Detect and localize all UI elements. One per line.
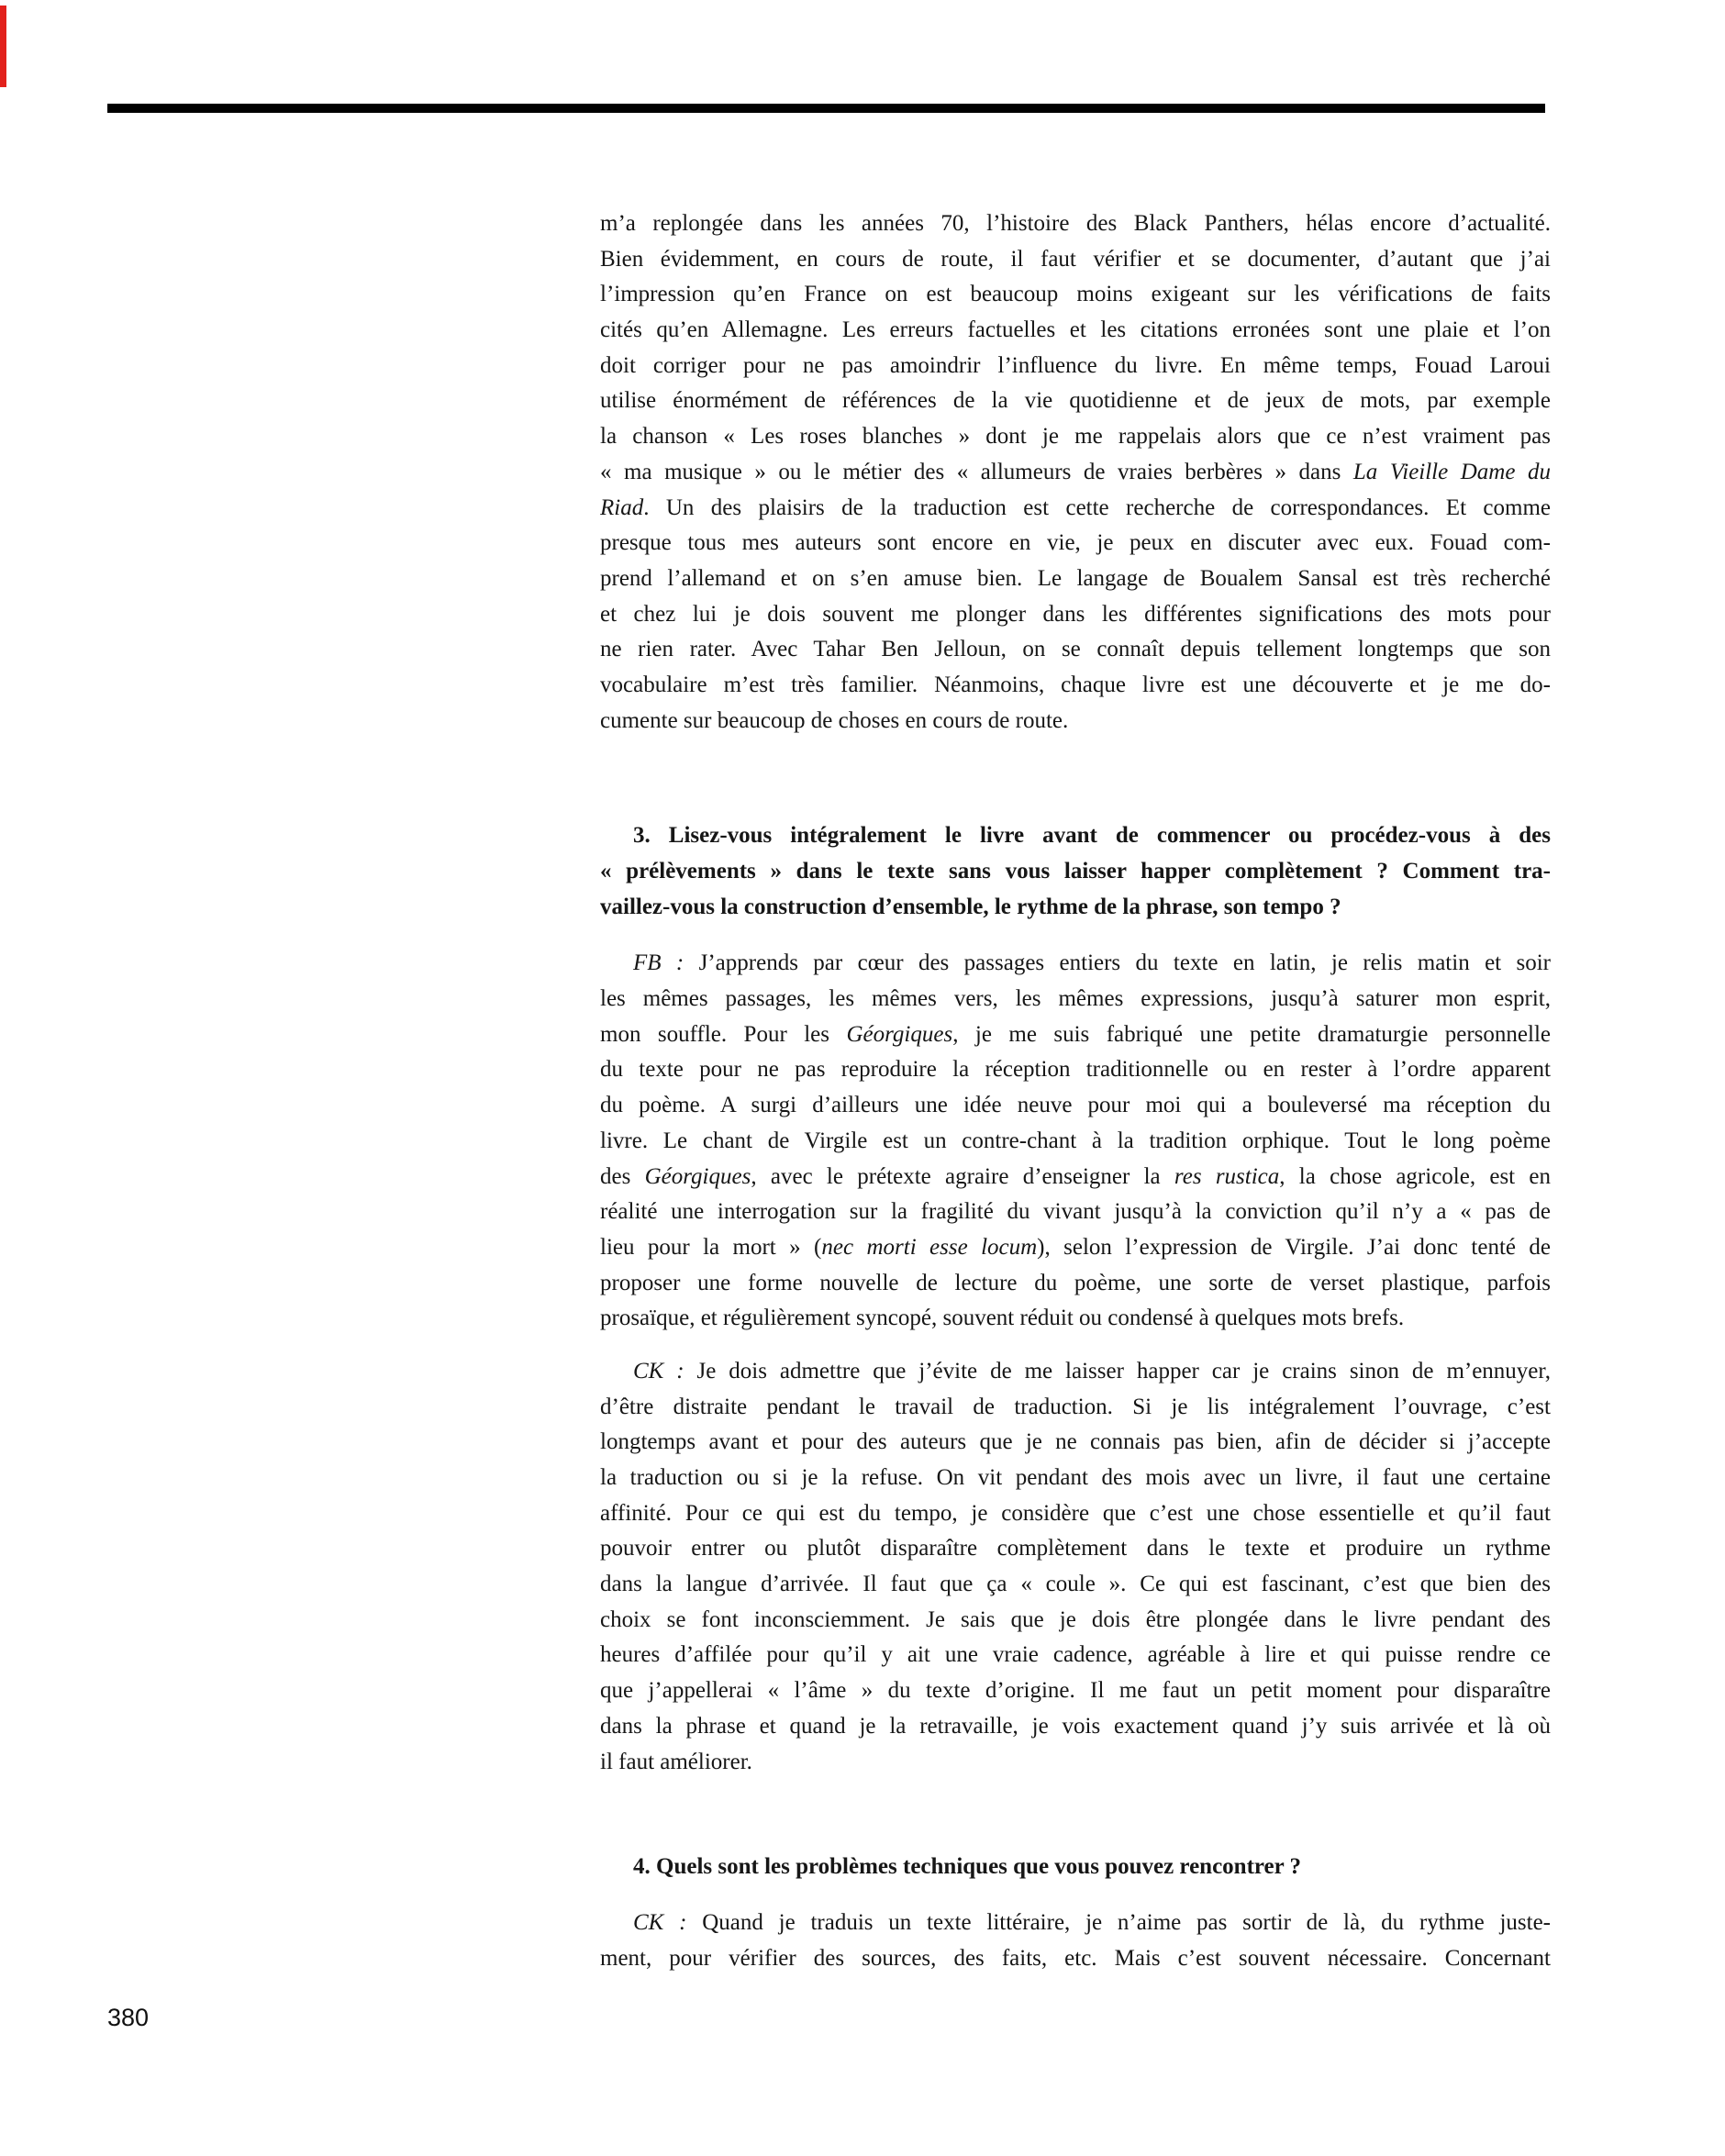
- text-line: [600, 277, 1551, 313]
- text-run: dans la langue d’arrivée. Il faut que ça « coule ». Ce qui est fascinant, c’est que bien des: [600, 1572, 1551, 1597]
- text-line: [600, 704, 1551, 739]
- text-line: [600, 1567, 1551, 1603]
- top-rule: [107, 104, 1545, 113]
- text-line: [600, 1017, 1551, 1053]
- text-line: [600, 1124, 1551, 1160]
- text-run: « ma musique » ou le métier des « allumeurs de vraies berbères » dans: [600, 459, 1353, 484]
- italic-text-run: res rustica: [1174, 1163, 1280, 1189]
- text-line: [600, 419, 1551, 455]
- text-run: que j’appellerai « l’âme » du texte d’origine. Il me faut un petit moment pour disparaître: [600, 1678, 1551, 1704]
- text-line: [600, 1673, 1551, 1709]
- text-column: [600, 206, 1551, 1976]
- text-run: longtemps avant et pour des auteurs que je ne connais pas bien, afin de décider si j’accepte: [600, 1429, 1551, 1455]
- italic-text-run: FB :: [633, 950, 684, 976]
- text-line: [600, 597, 1551, 633]
- text-run: cumente sur beaucoup de choses en cours de route.: [600, 707, 1069, 733]
- text-line: [600, 1195, 1551, 1230]
- italic-text-run: Géorgiques: [846, 1021, 953, 1047]
- italic-text-run: nec morti esse locum: [821, 1234, 1038, 1260]
- text-line: [600, 1266, 1551, 1302]
- text-run: choix se font inconsciemment. Je sais que je dois être plongée dans le livre pendant des: [600, 1606, 1551, 1632]
- text-run: proposer une forme nouvelle de lecture du poème, une sorte de verset plastique, parfois: [600, 1270, 1551, 1295]
- text-run: du texte pour ne pas reproduire la réception traditionnelle ou en rester à l’ordre apparent: [600, 1057, 1551, 1083]
- text-run: du poème. A surgi d’ailleurs une idée neuve pour moi qui a bouleversé ma réception du: [600, 1093, 1551, 1118]
- text-run: les mêmes passages, les mêmes vers, les mêmes expressions, jusqu’à saturer mon esprit,: [600, 986, 1551, 1012]
- text-run: mon souffle. Pour les: [600, 1021, 847, 1047]
- text-line: [600, 1390, 1551, 1426]
- text-line: [600, 313, 1551, 349]
- text-run: livre. Le chant de Virgile est un contre-chant à la tradition orphique. Tout le long poème: [600, 1128, 1551, 1153]
- text-run: 4. Quels sont les problèmes techniques que vous pouvez rencontrer ?: [633, 1854, 1302, 1880]
- text-run: presque tous mes auteurs sont encore en vie, je peux en discuter avec eux. Fouad com-: [600, 530, 1551, 556]
- text-line: [600, 668, 1551, 704]
- paragraph: [600, 1906, 1551, 1976]
- italic-text-run: CK :: [633, 1909, 687, 1935]
- text-line: [600, 1354, 1551, 1390]
- text-run: ), selon l’expression de Virgile. J’ai donc tenté de: [1037, 1234, 1551, 1260]
- text-run: la traduction ou si je la refuse. On vit pendant des mois avec un livre, il faut une certaine: [600, 1465, 1551, 1490]
- text-line: [600, 561, 1551, 597]
- text-line: [600, 206, 1551, 242]
- text-line: [600, 1638, 1551, 1673]
- text-run: ment, pour vérifier des sources, des faits, etc. Mais c’est souvent nécessaire. Concernant: [600, 1945, 1551, 1971]
- red-edge-marker: [0, 6, 6, 87]
- text-run: d’être distraite pendant le travail de traduction. Si je lis intégralement l’ouvrage, c’est: [600, 1394, 1551, 1419]
- text-run: . Un des plaisirs de la traduction est cette recherche de correspondances. Et comme: [643, 495, 1551, 520]
- text-run: Bien évidemment, en cours de route, il faut vérifier et se documenter, d’autant que j’ai: [600, 246, 1551, 272]
- text-run: J’apprends par cœur des passages entiers du texte en latin, je relis matin et soir: [684, 950, 1551, 976]
- text-line: [600, 1603, 1551, 1639]
- text-line: [600, 890, 1551, 926]
- text-run: cités qu’en Allemagne. Les erreurs factuelles et les citations erronées sont une plaie et l’on: [600, 317, 1551, 343]
- italic-text-run: Géorgiques: [644, 1163, 751, 1189]
- text-line: [600, 1941, 1551, 1977]
- text-run: la chanson « Les roses blanches » dont je me rappelais alors que ce n’est vraiment pas: [600, 424, 1551, 450]
- italic-text-run: La Vieille Dame du: [1352, 459, 1551, 484]
- text-run: affinité. Pour ce qui est du tempo, je considère que c’est une chose essentielle et qu’il faut: [600, 1500, 1551, 1526]
- text-line: [600, 1745, 1551, 1781]
- text-run: ne rien rater. Avec Tahar Ben Jelloun, on se connaît depuis tellement longtemps que son: [600, 637, 1551, 662]
- text-line: [600, 1461, 1551, 1496]
- text-line: [600, 818, 1551, 854]
- text-run: utilise énormément de références de la vie quotidienne et de jeux de mots, par exemple: [600, 388, 1551, 414]
- text-line: [600, 1088, 1551, 1124]
- text-run: pouvoir entrer ou plutôt disparaître complètement dans le texte et produire un rythme: [600, 1536, 1551, 1561]
- paragraph: [600, 946, 1551, 1337]
- text-run: réalité une interrogation sur la fragilité du vivant jusqu’à la conviction qu’il n’y a « pas de: [600, 1199, 1551, 1225]
- text-run: vocabulaire m’est très familier. Néanmoins, chaque livre est une découverte et je me do-: [600, 672, 1551, 697]
- text-line: [600, 526, 1551, 561]
- text-line: [600, 1906, 1551, 1941]
- text-line: [600, 1531, 1551, 1567]
- text-run: prend l’allemand et on s’en amuse bien. Le langage de Boualem Sansal est très recherché: [600, 565, 1551, 591]
- question-heading: [600, 1850, 1551, 1885]
- italic-text-run: Riad: [600, 495, 644, 520]
- text-line: [600, 455, 1551, 491]
- text-line: [600, 946, 1551, 982]
- text-run: il faut améliorer.: [600, 1749, 752, 1774]
- italic-text-run: CK :: [633, 1358, 684, 1384]
- text-line: [600, 1301, 1551, 1337]
- text-line: [600, 1850, 1551, 1885]
- text-run: l’impression qu’en France on est beaucoup moins exigeant sur les vérifications de faits: [600, 282, 1551, 307]
- text-line: [600, 383, 1551, 419]
- text-run: doit corriger pour ne pas amoindrir l’influence du livre. En même temps, Fouad Laroui: [600, 352, 1551, 378]
- text-line: [600, 1425, 1551, 1461]
- text-run: vaillez-vous la construction d’ensemble, le rythme de la phrase, son tempo ?: [600, 894, 1341, 919]
- text-run: heures d’affilée pour qu’il y ait une vraie cadence, agréable à lire et qui puisse rendre ce: [600, 1642, 1551, 1668]
- text-run: prosaïque, et régulièrement syncopé, souvent réduit ou condensé à quelques mots brefs.: [600, 1306, 1405, 1331]
- text-line: [600, 1496, 1551, 1532]
- page-number: 380: [107, 2004, 150, 2031]
- question-heading: [600, 818, 1551, 925]
- text-run: et chez lui je dois souvent me plonger dans les différentes significations des mots pour: [600, 601, 1551, 627]
- text-run: , la chose agricole, est en: [1279, 1163, 1551, 1189]
- text-line: [600, 1230, 1551, 1266]
- text-run: des: [600, 1163, 645, 1189]
- text-run: Quand je traduis un texte littéraire, je n’aime pas sortir de là, du rythme juste-: [686, 1909, 1551, 1935]
- paragraph: [600, 206, 1551, 739]
- text-line: [600, 242, 1551, 278]
- text-run: m’a replongée dans les années 70, l’histoire des Black Panthers, hélas encore d’actualité.: [600, 211, 1551, 236]
- text-run: Je dois admettre que j’évite de me laisser happer car je crains sinon de m’ennuyer,: [684, 1358, 1551, 1384]
- text-run: 3. Lisez-vous intégralement le livre avant de commencer ou procédez-vous à des: [633, 823, 1551, 849]
- text-line: [600, 1160, 1551, 1195]
- text-run: « prélèvements » dans le texte sans vous laisser happer complètement ? Comment tra-: [600, 859, 1551, 884]
- text-line: [600, 1052, 1551, 1088]
- text-line: [600, 1709, 1551, 1745]
- text-line: [600, 854, 1551, 890]
- text-line: [600, 349, 1551, 384]
- text-line: [600, 982, 1551, 1017]
- text-line: [600, 491, 1551, 527]
- text-run: lieu pour la mort » (: [600, 1234, 822, 1260]
- text-run: , avec le prétexte agraire d’enseigner la: [751, 1163, 1174, 1189]
- text-line: [600, 632, 1551, 668]
- text-run: dans la phrase et quand je la retravaille, je vois exactement quand j’y suis arrivée et là où: [600, 1713, 1551, 1739]
- paragraph: [600, 1354, 1551, 1780]
- text-run: , je me suis fabriqué une petite dramaturgie personnelle: [952, 1021, 1551, 1047]
